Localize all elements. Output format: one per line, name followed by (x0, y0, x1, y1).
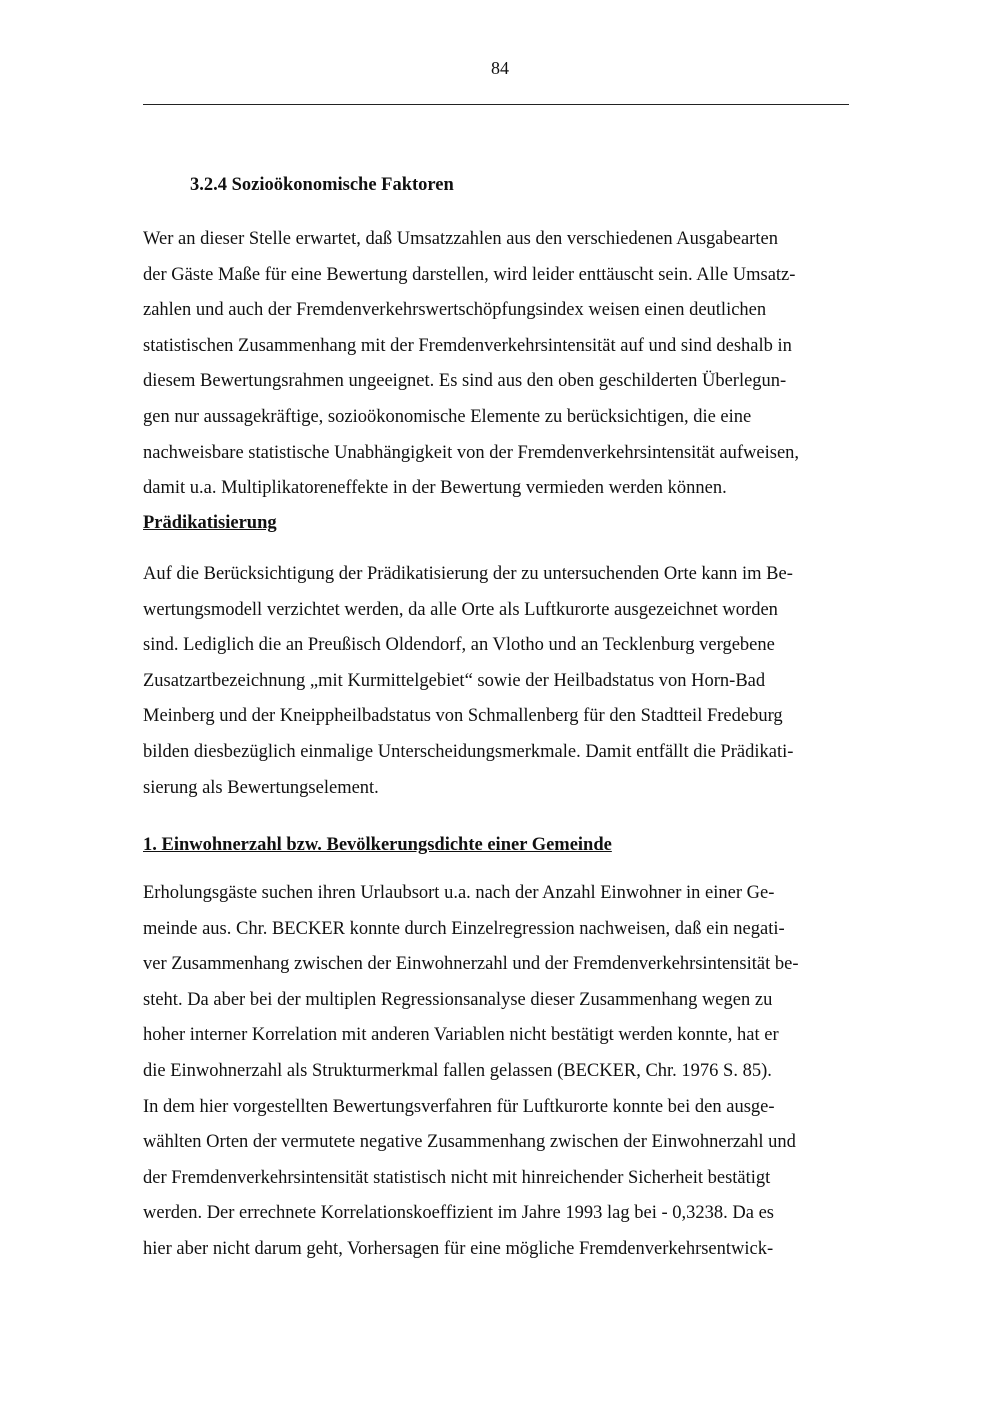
paragraph-line: bilden diesbezüglich einmalige Unterscheidungsmerkmale. Damit entfällt die Prädikati- (143, 741, 794, 762)
paragraph-line: Wer an dieser Stelle erwartet, daß Umsatzzahlen aus den verschiedenen Ausgabearten (143, 229, 778, 249)
intro-paragraph (143, 222, 863, 507)
section-heading: 3.2.4 Sozioökonomische Faktoren (190, 175, 454, 195)
paragraph-line: hier aber nicht darum geht, Vorhersagen für eine mögliche Fremdenverkehrsentwick- (143, 1238, 774, 1259)
paragraph-line: Erholungsgäste suchen ihren Urlaubsort u.a. nach der Anzahl Einwohner in einer Ge- (143, 883, 775, 903)
paragraph-line: hoher interner Korrelation mit anderen Variablen nicht bestätigt werden konnte, hat er (143, 1025, 779, 1046)
paragraph-line: Zusatzartbezeichnung „mit Kurmittelgebiet“ sowie der Heilbadstatus von Horn-Bad (143, 670, 766, 691)
paragraph-line: meinde aus. Chr. BECKER konnte durch Einzelregression nachweisen, daß ein negati- (143, 918, 785, 939)
paragraph-line: Auf die Berücksichtigung der Prädikatisierung der zu untersuchenden Orte kann im Be- (143, 564, 793, 584)
paragraph-line: diesem Bewertungsrahmen ungeeignet. Es sind aus den oben geschilderten Überlegun- (143, 371, 787, 392)
paragraph-line: der Gäste Maße für eine Bewertung darstellen, wird leider enttäuscht sein. Alle Umsatz- (143, 264, 796, 285)
paragraph-line: sierung als Bewertungselement. (143, 777, 379, 798)
paragraph-line: wählten Orten der vermutete negative Zusammenhang zwischen der Einwohnerzahl und (143, 1132, 796, 1153)
einwohnerzahl-heading: 1. Einwohnerzahl bzw. Bevölkerungsdichte einer Gemeinde (143, 835, 612, 855)
paragraph-line: die Einwohnerzahl als Strukturmerkmal fallen gelassen (BECKER, Chr. 1976 S. 85). (143, 1060, 772, 1081)
praedikatisierung-heading: Prädikatisierung (143, 513, 277, 533)
paragraph-line: der Fremdenverkehrsintensität statistisch nicht mit hinreichender Sicherheit bestätigt (143, 1167, 771, 1188)
paragraph-line: wertungsmodell verzichtet werden, da alle Orte als Luftkurorte ausgezeichnet worden (143, 599, 778, 620)
paragraph-line: nachweisbare statistische Unabhängigkeit von der Fremdenverkehrsintensität aufweisen, (143, 442, 800, 463)
paragraph-line: statistischen Zusammenhang mit der Fremdenverkehrsintensität auf und sind deshalb in (143, 335, 792, 356)
page-number: 84 (491, 58, 509, 78)
paragraph-line: werden. Der errechnete Korrelationskoeffizient im Jahre 1993 lag bei - 0,3238. Da es (143, 1203, 774, 1224)
einwohnerzahl-paragraph (143, 876, 863, 1268)
paragraph-line: Meinberg und der Kneippheilbadstatus von Schmallenberg für den Stadtteil Fredeburg (143, 706, 783, 727)
paragraph-line: zahlen und auch der Fremdenverkehrswertschöpfungsindex weisen einen deutlichen (143, 300, 767, 321)
praedikatisierung-paragraph (143, 557, 863, 806)
paragraph-line: gen nur aussagekräftige, sozioökonomische Elemente zu berücksichtigen, die eine (143, 406, 752, 427)
header-rule (143, 104, 849, 105)
paragraph-line: steht. Da aber bei der multiplen Regressionsanalyse dieser Zusammenhang wegen zu (143, 989, 773, 1010)
paragraph-line: ver Zusammenhang zwischen der Einwohnerzahl und der Fremdenverkehrsintensität be- (143, 954, 799, 975)
paragraph-line: damit u.a. Multiplikatoreneffekte in der Bewertung vermieden werden können. (143, 478, 727, 499)
paragraph-line: sind. Lediglich die an Preußisch Oldendorf, an Vlotho und an Tecklenburg vergebene (143, 635, 775, 656)
paragraph-line: In dem hier vorgestellten Bewertungsverfahren für Luftkurorte konnte bei den ausge- (143, 1096, 775, 1117)
